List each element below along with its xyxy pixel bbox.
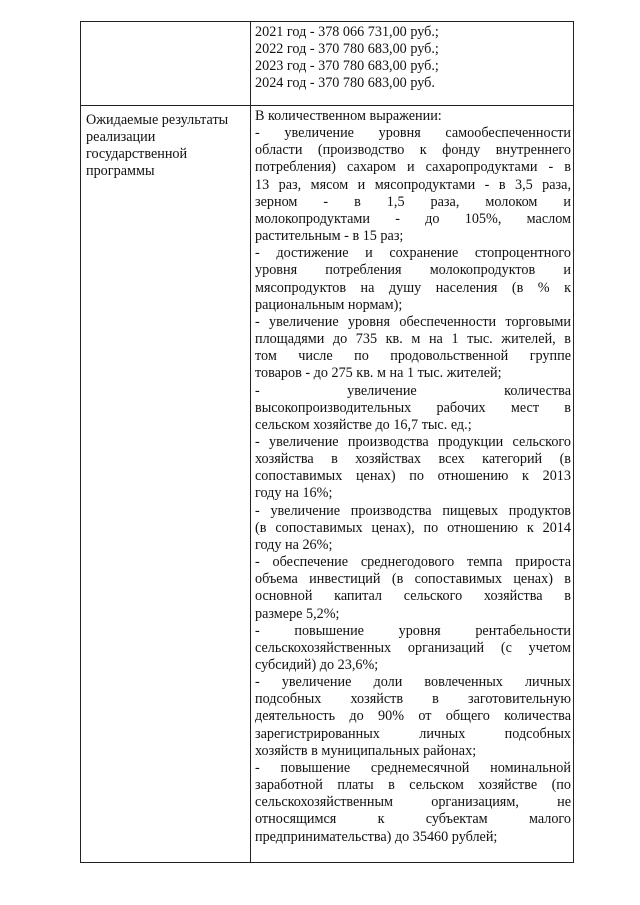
result-line: зарегистрированных личных подсобных [255, 725, 571, 742]
budget-values-cell [251, 22, 574, 106]
result-line: сельскохозяйственных организаций (с учетом [255, 639, 571, 656]
result-line: сопоставимых ценах) по отношению к 2013 [255, 468, 571, 485]
result-line: молокопродуктами - до 105%, маслом [255, 210, 571, 227]
result-line: - увеличение производства продукции сельского [255, 433, 571, 450]
budget-year-line: 2022 год - 370 780 683,00 руб.; [255, 41, 439, 58]
result-line: сельскохозяйственным организациям, не [255, 794, 571, 811]
results-label-line: программы [86, 163, 155, 180]
result-line: мясопродуктов на душу населения (в % к [255, 279, 571, 296]
results-text-cell [251, 106, 574, 863]
results-list [255, 125, 571, 846]
result-line: подсобных хозяйств в заготовительную [255, 691, 571, 708]
results-label-line: реализации [86, 129, 156, 146]
result-line: - повышение среднемесячной номинальной [255, 759, 571, 776]
results-row [81, 106, 574, 863]
result-line: высокопроизводительных рабочих мест в [255, 399, 571, 416]
result-line: - увеличение уровня обеспеченности торговыми [255, 313, 571, 330]
results-label-line: государственной [86, 146, 188, 163]
result-line: - увеличение количества [255, 382, 571, 399]
result-line: рациональным нормам); [255, 296, 403, 313]
budget-year-line: 2023 год - 370 780 683,00 руб.; [255, 58, 439, 75]
budget-year-line: 2021 год - 378 066 731,00 руб.; [255, 24, 439, 40]
result-line: 13 раз, мясом и мясопродуктами - в 3,5 раза, [255, 176, 571, 193]
result-line: сельском хозяйстве до 16,7 тыс. ед.; [255, 416, 472, 433]
result-line: - повышение уровня рентабельности [255, 622, 571, 639]
result-line: основной капитал сельского хозяйства в [255, 588, 571, 605]
result-line: относящимся к субъектам малого [255, 811, 571, 828]
result-line: размере 5,2%; [255, 605, 340, 622]
result-line: потребления) сахаром и сахаропродуктами - в [255, 159, 571, 176]
budget-row [81, 22, 574, 106]
result-line: зерном - в 1,5 раза, молоком и [255, 193, 571, 210]
result-line: области (производство к фонду внутреннего [255, 142, 571, 159]
result-line: - увеличение производства пищевых продуктов [255, 502, 571, 519]
result-line: хозяйств в муниципальных районах; [255, 742, 477, 759]
result-line: товаров - до 275 кв. м на 1 тыс. жителей; [255, 365, 502, 382]
result-line: объема инвестиций (в сопоставимых ценах) в [255, 571, 571, 588]
result-line: году на 26%; [255, 536, 333, 553]
program-passport-table [80, 21, 574, 863]
result-line: - обеспечение среднегодового темпа прироста [255, 554, 571, 571]
result-line: (в сопоставимых ценах), по отношению к 2014 [255, 519, 571, 536]
result-line: предпринимательства) до 35460 рублей; [255, 828, 498, 845]
result-line: субсидий) до 23,6%; [255, 657, 379, 673]
result-line: уровня потребления молокопродуктов и [255, 262, 571, 279]
result-line: - достижение и сохранение стопроцентного [255, 245, 571, 262]
result-line: заработной платы в сельском хозяйстве (по [255, 777, 571, 794]
result-line: - увеличение доли вовлеченных личных [255, 674, 571, 691]
result-line: хозяйства в хозяйствах всех категорий (в [255, 451, 571, 468]
result-line: году на 16%; [255, 485, 333, 502]
budget-label-cell [81, 22, 251, 106]
result-line: - увеличение уровня самообеспеченности [255, 125, 571, 142]
results-intro: В количественном выражении: [255, 108, 442, 124]
result-line: деятельность до 90% от общего количества [255, 708, 571, 725]
budget-year-line: 2024 год - 370 780 683,00 руб. [255, 75, 435, 92]
result-line: растительным - в 15 раз; [255, 228, 404, 245]
results-label-line: Ожидаемые результаты [86, 112, 229, 128]
results-label-cell [81, 106, 251, 863]
result-line: том числе по продовольственной группе [255, 348, 571, 365]
result-line: площадями до 735 кв. м на 1 тыс. жителей, в [255, 331, 571, 348]
